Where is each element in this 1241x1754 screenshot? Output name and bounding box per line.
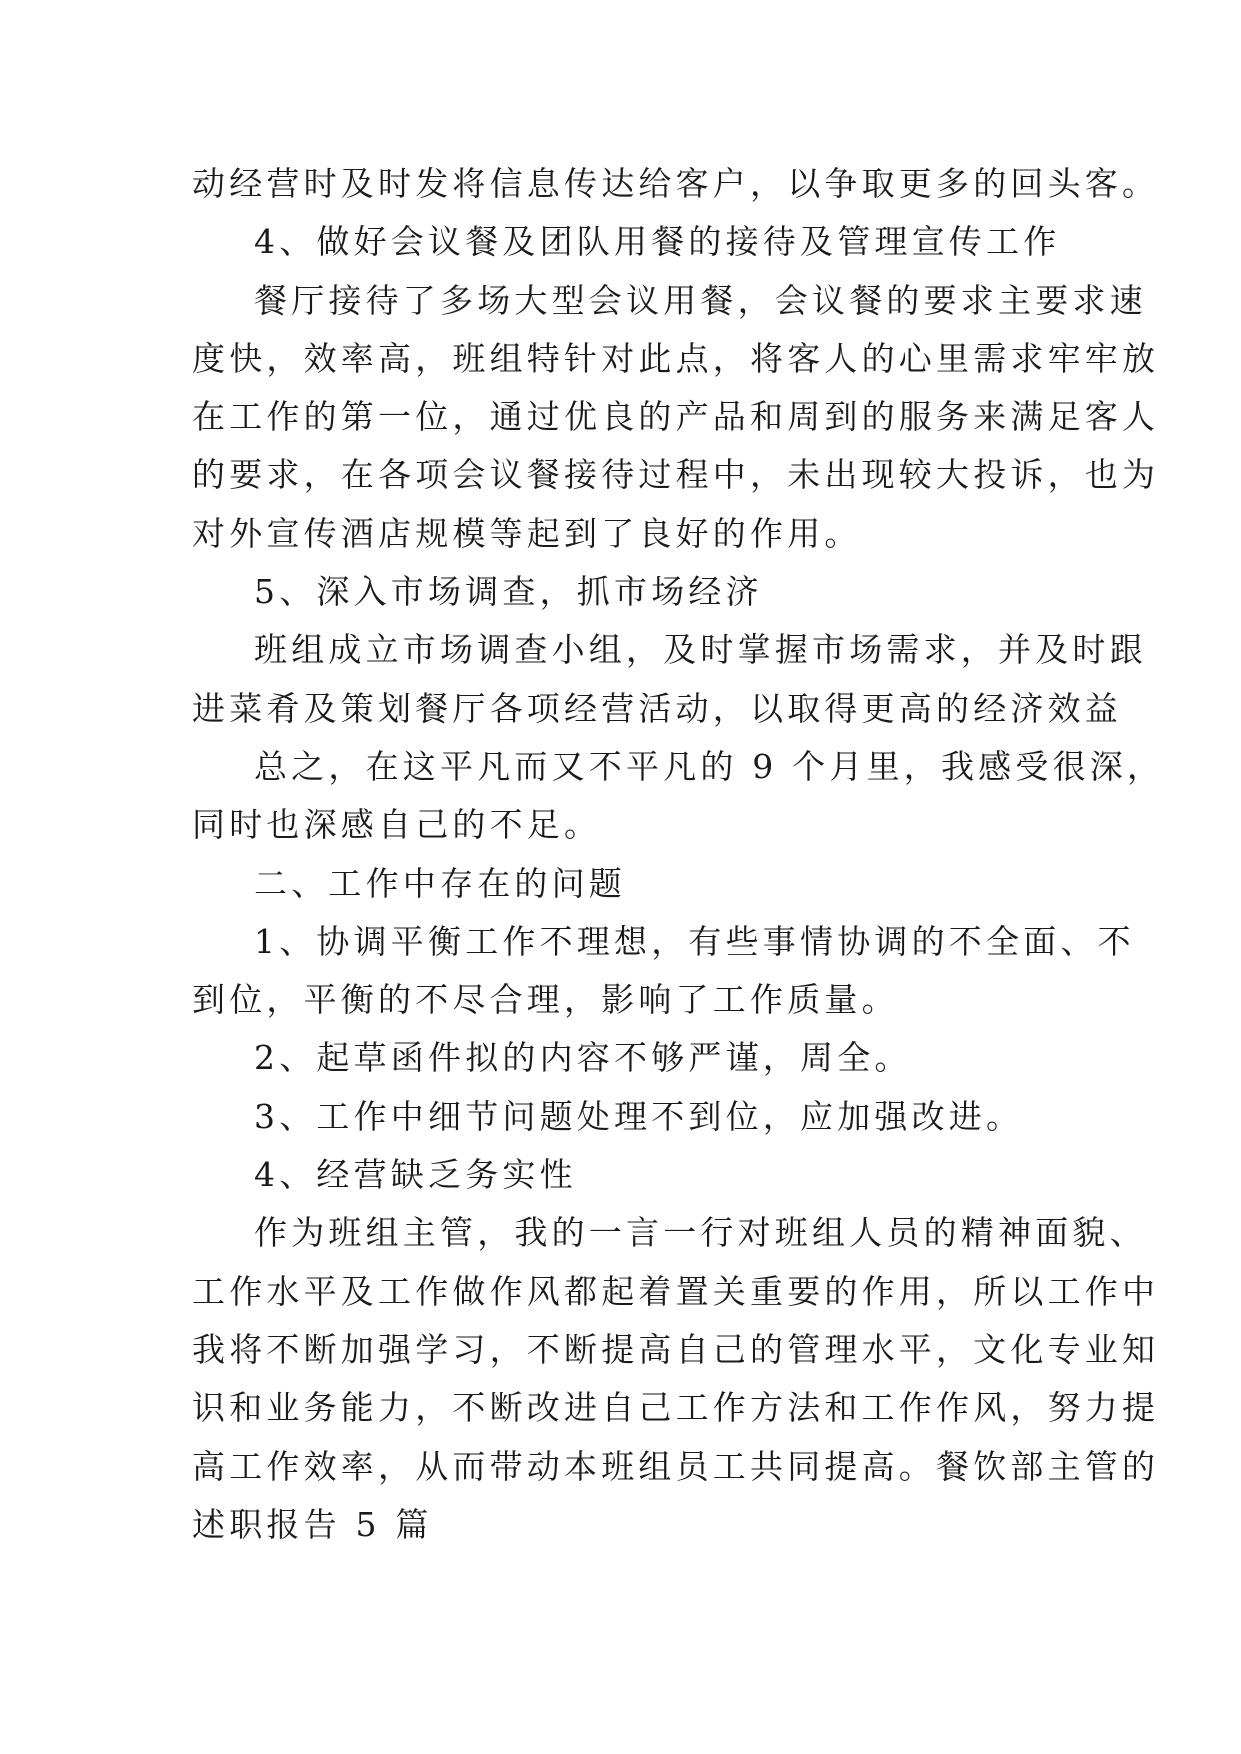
- text-line: 4、做好会议餐及团队用餐的接待及管理宣传工作: [254, 222, 1061, 262]
- text-line: 二、工作中存在的问题: [254, 863, 626, 903]
- text-line: 总之，在这平凡而又不平凡的 9 个月里，我感受很深，: [254, 746, 1165, 786]
- text-line: 我将不断加强学习，不断提高自己的管理水平，文化专业知: [192, 1329, 1160, 1369]
- text-line: 1、协调平衡工作不理想，有些事情协调的不全面、不: [254, 921, 1135, 961]
- text-line: 识和业务能力，不断改进自己工作方法和工作作风，努力提: [192, 1388, 1160, 1428]
- text-line: 进菜肴及策划餐厅各项经营活动，以取得更高的经济效益: [192, 688, 1122, 728]
- body-text: [192, 155, 1165, 1554]
- text-line: 高工作效率，从而带动本班组员工共同提高。餐饮部主管的: [192, 1446, 1160, 1486]
- text-line: 5、深入市场调查，抓市场经济: [254, 572, 763, 612]
- text-line: 同时也深感自己的不足。: [192, 805, 602, 845]
- text-line: 工作水平及工作做作风都起着置关重要的作用，所以工作中: [192, 1271, 1160, 1311]
- text-line: 对外宣传酒店规模等起到了良好的作用。: [192, 513, 862, 553]
- text-line: 动经营时及时发将信息传达给客户，以争取更多的回头客。: [192, 164, 1160, 203]
- text-line: 度快，效率高，班组特针对此点，将客人的心里需求牢牢放: [192, 338, 1160, 378]
- text-line: 班组成立市场调查小组，及时掌握市场需求，并及时跟: [254, 630, 1147, 670]
- text-line: 3、工作中细节问题处理不到位，应加强改进。: [254, 1096, 1024, 1136]
- text-line: 餐厅接待了多场大型会议用餐，会议餐的要求主要求速: [254, 280, 1147, 320]
- text-line: 2、起草函件拟的内容不够严谨，周全。: [254, 1038, 912, 1078]
- text-line: 的要求，在各项会议餐接待过程中，未出现较大投诉，也为: [192, 455, 1160, 495]
- text-line: 在工作的第一位，通过优良的产品和周到的服务来满足客人: [192, 397, 1160, 437]
- text-line: 4、经营缺乏务实性: [254, 1155, 577, 1195]
- text-line: 述职报告 5 篇: [192, 1504, 433, 1544]
- text-line: 到位，平衡的不尽合理，影响了工作质量。: [192, 980, 899, 1020]
- text-line: 作为班组主管，我的一言一行对班组人员的精神面貌、: [254, 1213, 1147, 1253]
